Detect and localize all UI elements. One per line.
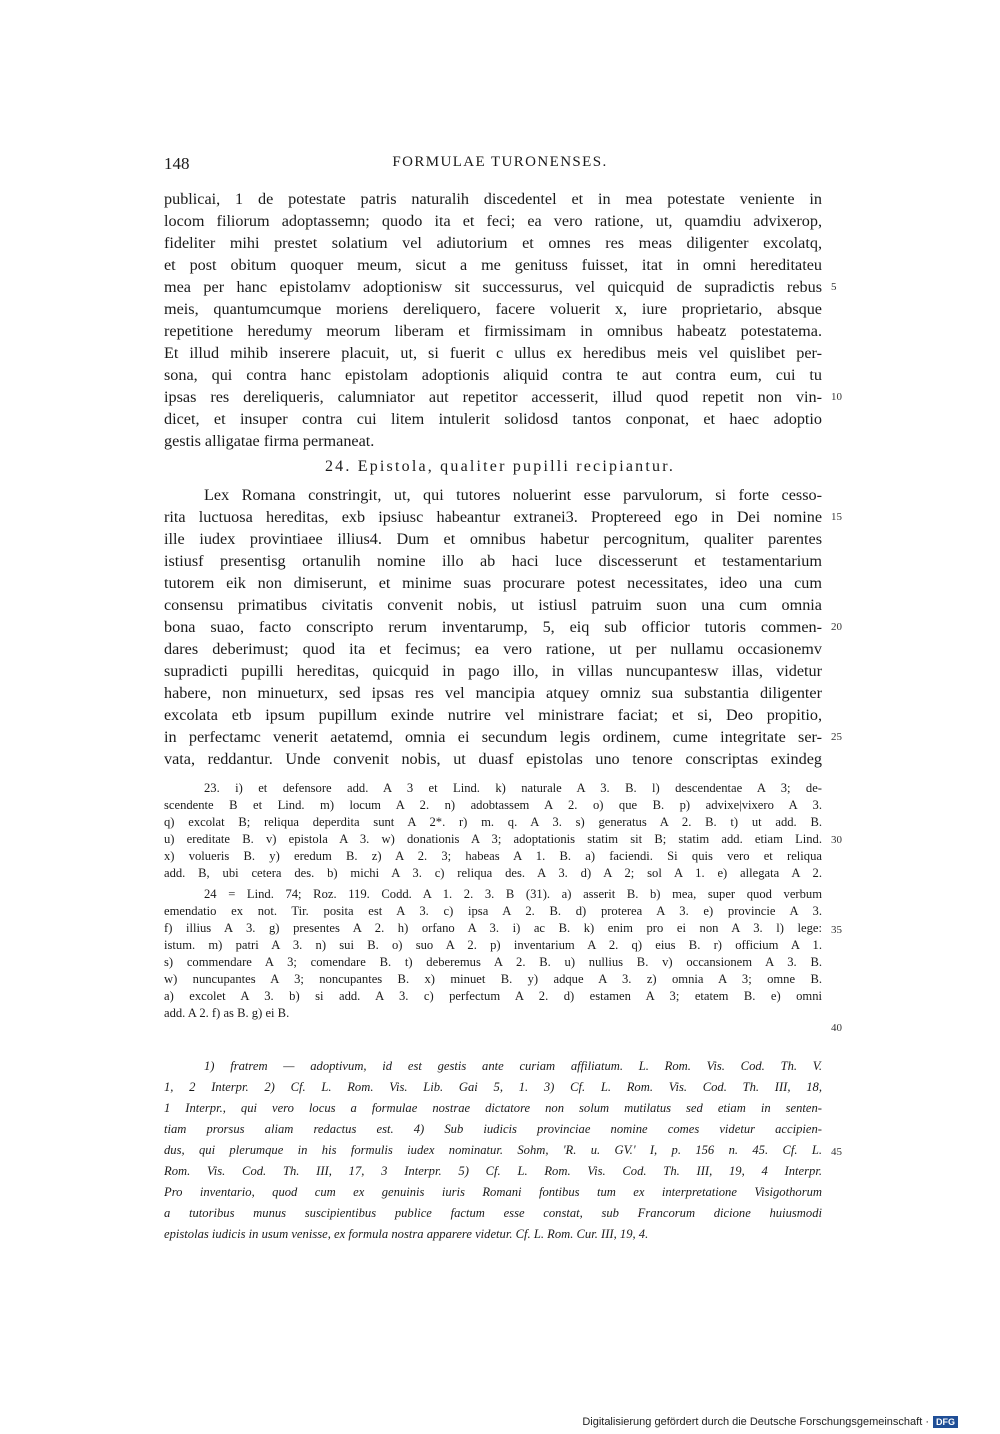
line-number: 40 xyxy=(831,1022,842,1034)
variant-line: istum. m) patri A 3. n) sui B. o) suo A 2. p) inventarium A 2. q) eius B. r) officium A 1. xyxy=(164,938,822,952)
variant-line: x) volueris B. y) eredum B. z) A 2. 3; habeas A 1. B. a) faciendi. Si quis vero et reliqua xyxy=(164,849,822,863)
line-number: 35 xyxy=(831,924,842,936)
text-line: fideliter mihi prestet solatium vel adiutorium et omnes res meas diligenter excolatq, xyxy=(164,234,822,252)
variant-line: a) excolet A 3. b) si add. A 3. c) perfectum A 2. d) estamen A 3; etatem B. e) omni xyxy=(164,989,822,1003)
digitization-footer xyxy=(582,1416,958,1428)
text-line: ipsas res dereliqueris, calumniator aut repetitor accesserit, illud quod repetit non vin- xyxy=(164,388,822,406)
text-line: publicai, 1 de potestate patris naturalih discedentel et in mea potestate veniente in xyxy=(164,190,822,208)
text-line: dicet, et insuper contra cui litem intulerit solidosd tantos conponat, et haec adoptio xyxy=(164,410,822,428)
text-line: rita luctuosa hereditas, exb ipsiusc habeantur extranei3. Proptereed ego in Dei nomine xyxy=(164,508,822,526)
text-line: istiusf presentisg ortanulih nomine illo ab haci luce discesserunt et testamentarium xyxy=(164,552,822,570)
variant-line: 24 = Lind. 74; Roz. 119. Codd. A 1. 2. 3. B (31). a) asserit B. b) mea, super quod verbum xyxy=(204,887,822,901)
text-line: tutorem eik non dimiserunt, et minime suas procurare potest necessitates, ideo una cum xyxy=(164,574,822,592)
footnote-line: Pro inventario, quod cum ex genuinis iuris Romani fontibus tum ex interpretatione Visigothorum xyxy=(164,1185,822,1199)
text-line: vata, reddantur. Unde convenit nobis, ut duasf epistolas uno tenore conscriptas exindeg xyxy=(164,750,822,768)
line-number: 25 xyxy=(831,731,842,743)
section-heading: 24. Epistola, qualiter pupilli recipiantur. xyxy=(324,458,676,475)
footnote-line: epistolas iudicis in usum venisse, ex formula nostra apparere videtur. Cf. L. Rom. Cur. III, 19, 4. xyxy=(164,1227,649,1241)
text-line: ille iudex provintiaee illius4. Dum et omnibus habetur percognitum, qualiter parentes xyxy=(164,530,822,548)
text-line: meis, quantumcumque moriens dereliquero, facere voluerit x, iure proprietario, absque xyxy=(164,300,822,318)
text-line: sona, qui contra hanc epistolam adoptionis aliquid contra te aut contra eum, cui tu xyxy=(164,366,822,384)
text-line: mea per hanc epistolamv adoptionisw sit successurus, vel quicquid de supradictis rebus xyxy=(164,278,822,296)
page-number: 148 xyxy=(164,154,190,173)
dfg-logo: DFG xyxy=(933,1416,958,1428)
footnote-line: 1) fratrem — adoptivum, id est gestis ante curiam affiliatum. L. Rom. Vis. Cod. Th. V. xyxy=(204,1059,822,1073)
running-title: FORMULAE TURONENSES. xyxy=(392,154,608,170)
variant-line: u) ereditate B. v) epistola A 3. w) donationis A 3; adoptationis statim sit B; statim add. etiam Lind. xyxy=(164,832,822,846)
text-line: supradicti pupilli hereditas, quicquid in pago illo, in villas nuncupantesw illas, videtur xyxy=(164,662,822,680)
text-line: consensu primatibus civitatis convenit nobis, ut istiusl patruim suon una cum omnia xyxy=(164,596,822,614)
text-line: habere, non minueturx, sed ipsas res vel mancipia atquey omniz sua substantia diligenter xyxy=(164,684,822,702)
variant-line: add. A 2. f) as B. g) ei B. xyxy=(164,1006,290,1020)
line-number: 10 xyxy=(831,391,842,403)
text-line: bona suao, facto conscripto rerum inventarump, 5, eiq sub officior tutoris commen- xyxy=(164,618,822,636)
text-line: Et illud mihib inserere placuit, ut, si fuerit c ullus ex heredibus meis vel quislibet per- xyxy=(164,344,822,362)
text-line: repetitione heredumy meorum liberam et firmissimam in omnibus habeatz potestatema. xyxy=(164,322,822,340)
footer-text: Digitalisierung gefördert durch die Deutsche Forschungsgemeinschaft · xyxy=(582,1416,929,1428)
variant-line: scendente B et Lind. m) locum A 2. n) adobtassem A 2. o) que B. p) advixe|vixero A 3. xyxy=(164,798,822,812)
text-line: et post obitum quoquer meum, sicut a me genituss fuisset, itat in omni hereditateu xyxy=(164,256,822,274)
footnote-line: 1, 2 Interpr. 2) Cf. L. Rom. Vis. Lib. Gai 5, 1. 3) Cf. L. Rom. Vis. Cod. Th. III, 18, xyxy=(164,1080,822,1094)
footnote-line: 1 Interpr., qui vero locus a formulae nostrae dictatore non solum mutilatus sed etiam in senten- xyxy=(164,1101,822,1115)
variant-line: emendatio ex not. Tir. posita est A 3. c) ipsa A 2. B. d) proterea A 3. e) provincie A 3. xyxy=(164,904,822,918)
line-number: 45 xyxy=(831,1146,842,1158)
variant-line: add. B, ubi cetera des. b) michi A 3. c) reliqua des. A 3. d) A 2; sol A 1. e) allegata A 2. xyxy=(164,866,822,880)
text-line: gestis alligatae firma permaneat. xyxy=(164,432,375,450)
variant-line: f) illius A 3. g) presentes A 2. h) orfano A 3. i) ac B. k) enim pro ei non A 3. l) lege: xyxy=(164,921,822,935)
footnote-line: a tutoribus munus suscipientibus publice factum esse constat, sub Francorum dicione huiusmodi xyxy=(164,1206,822,1220)
line-number: 20 xyxy=(831,621,842,633)
footnote-line: tiam prorsus aliam redactus est. 4) Sub iudicis provinciae nomine comes videtur accipien- xyxy=(164,1122,822,1136)
page-header xyxy=(0,154,1000,180)
footnote-line: Rom. Vis. Cod. Th. III, 17, 3 Interpr. 5) Cf. L. Rom. Vis. Cod. Th. III, 19, 4 Interpr. xyxy=(164,1164,822,1178)
text-line: in perfectamc venerit aetatemd, omnia ei secundum legis ordinem, cume integritate ser- xyxy=(164,728,822,746)
line-number: 15 xyxy=(831,511,842,523)
line-number: 30 xyxy=(831,834,842,846)
text-line: Lex Romana constringit, ut, qui tutores noluerint esse parvulorum, si forte cesso- xyxy=(204,486,822,504)
text-line: excolata etb ipsum pupillum exinde nutrire vel ministrare faciat; et si, Deo propitio, xyxy=(164,706,822,724)
line-number: 5 xyxy=(831,281,837,293)
text-line: locom filiorum adoptassemn; quodo ita et feci; ea vero ratione, ut, quamdiu advixerop, xyxy=(164,212,822,230)
variant-line: w) nuncupantes A 3; noncupantes B. x) minuet B. y) adque A 3. z) omnia A 3; omne B. xyxy=(164,972,822,986)
text-line: dares deberimust; quod ita et fecimus; ea vero ratione, ut per nullamu occasionemv xyxy=(164,640,822,658)
variant-line: 23. i) et defensore add. A 3 et Lind. k) naturale A 3. B. l) descendentae A 3; de- xyxy=(204,781,822,795)
variant-line: s) commendare A 3; comendare B. t) deberemus A 2. B. u) nullius B. v) occansionem A 3. B. xyxy=(164,955,822,969)
variant-line: q) excolat B; reliqua deperdita sunt A 2*. r) m. q. A 3. s) generatus A 2. B. t) ut add. B. xyxy=(164,815,822,829)
footnote-line: dus, qui plerumque in his formulis iudex nominatur. Sohm, 'R. u. GV.' I, p. 156 n. 45. Cf. L. xyxy=(164,1143,822,1157)
